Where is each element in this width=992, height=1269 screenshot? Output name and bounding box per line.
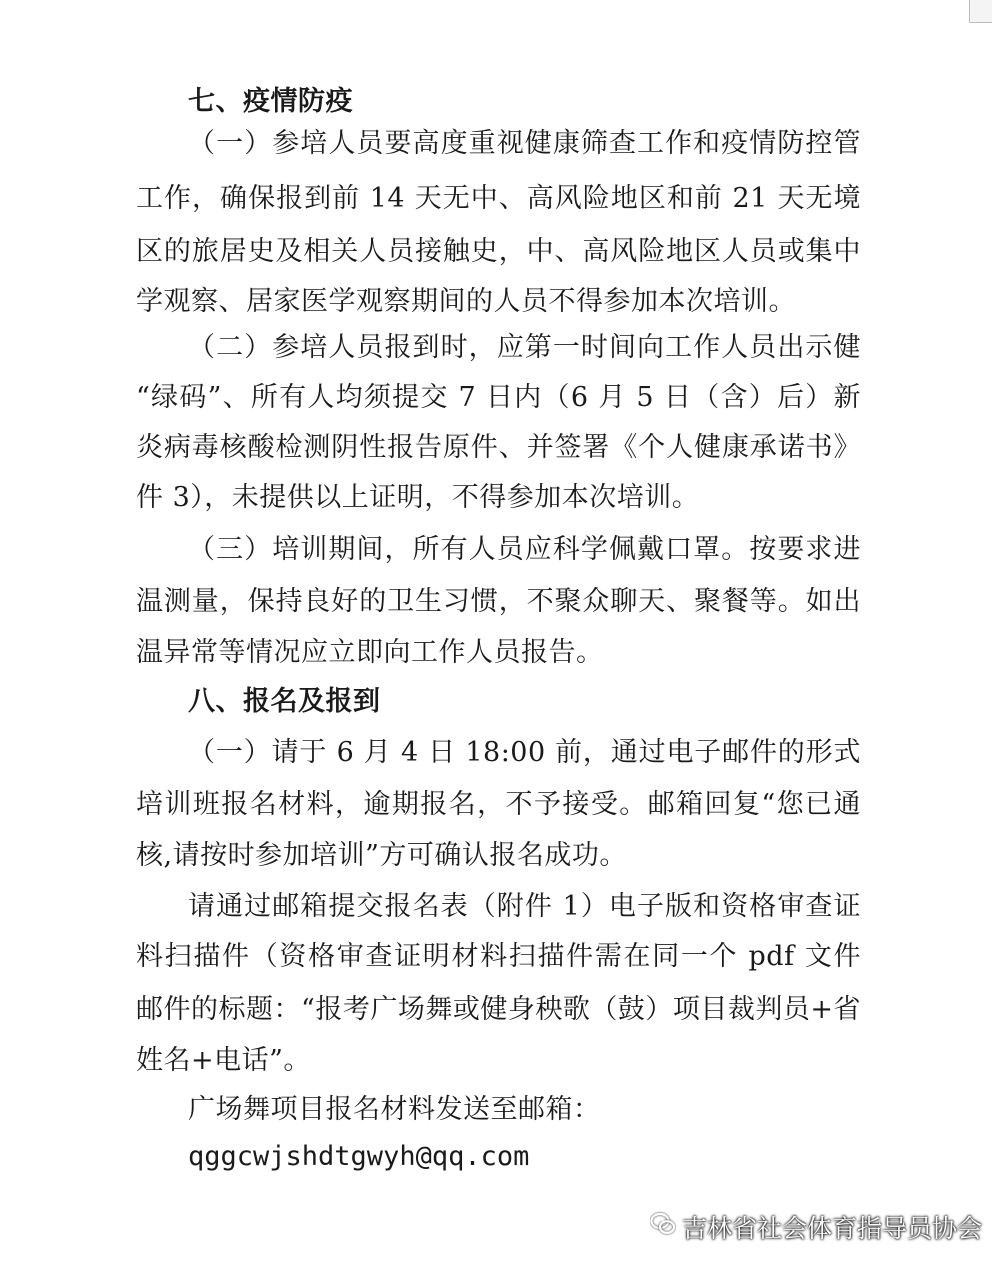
paragraph-line: （三）培训期间，所有人员应科学佩戴口罩。按要求进	[188, 534, 861, 565]
paragraph-line: （一）参培人员要高度重视健康筛查工作和疫情防控管	[188, 128, 861, 159]
section-heading-8: 八、报名及报到	[188, 686, 381, 717]
paragraph-line: 姓名+电话”。	[136, 1045, 311, 1076]
watermark-text: 吉林省社会体育指导员协会	[682, 1214, 983, 1243]
paragraph-line: 件 3），未提供以上证明，不得参加本次培训。	[136, 482, 700, 513]
paragraph-line: 邮件的标题：“报考广场舞或健身秧歌（鼓）项目裁判员+省	[136, 994, 861, 1025]
paragraph-line: 温测量，保持良好的卫生习惯，不聚众聊天、聚餐等。如出	[136, 586, 861, 617]
paragraph-line: “绿码”、所有人均须提交 7 日内（6 月 5 日（含）后）新	[136, 382, 861, 413]
paragraph-line: 核,请按时参加培训”方可确认报名成功。	[136, 840, 627, 871]
section-heading-7: 七、疫情防疫	[188, 86, 353, 117]
paragraph-line: 料扫描件（资格审查证明材料扫描件需在同一个 pdf 文件	[136, 941, 861, 972]
email-address: qggcwjshdtgwyh@qq.com	[188, 1141, 530, 1172]
paragraph-line: （二）参培人员报到时，应第一时间向工作人员出示健	[188, 332, 861, 363]
paragraph-line: 温异常等情况应立即向工作人员报告。	[136, 637, 604, 668]
paragraph-line: 区的旅居史及相关人员接触史，中、高风险地区人员或集中	[136, 236, 861, 267]
paragraph-line: 请通过邮箱提交报名表（附件 1）电子版和资格审查证	[188, 891, 861, 922]
paragraph-line: 学观察、居家医学观察期间的人员不得参加本次培训。	[136, 286, 796, 317]
paragraph-line: 炎病毒核酸检测阴性报告原件、并签署《个人健康承诺书》	[136, 432, 861, 463]
paragraph-line: 广场舞项目报名材料发送至邮箱：	[188, 1094, 601, 1125]
paragraph-line: （一）请于 6 月 4 日 18:00 前，通过电子邮件的形式	[188, 737, 861, 768]
corner-mark	[969, 0, 992, 23]
paragraph-line: 工作，确保报到前 14 天无中、高风险地区和前 21 天无境	[136, 183, 861, 214]
paragraph-line: 培训班报名材料，逾期报名，不予接受。邮箱回复“您已通	[136, 789, 861, 820]
wechat-watermark	[650, 1209, 982, 1245]
wechat-icon	[650, 1211, 676, 1243]
